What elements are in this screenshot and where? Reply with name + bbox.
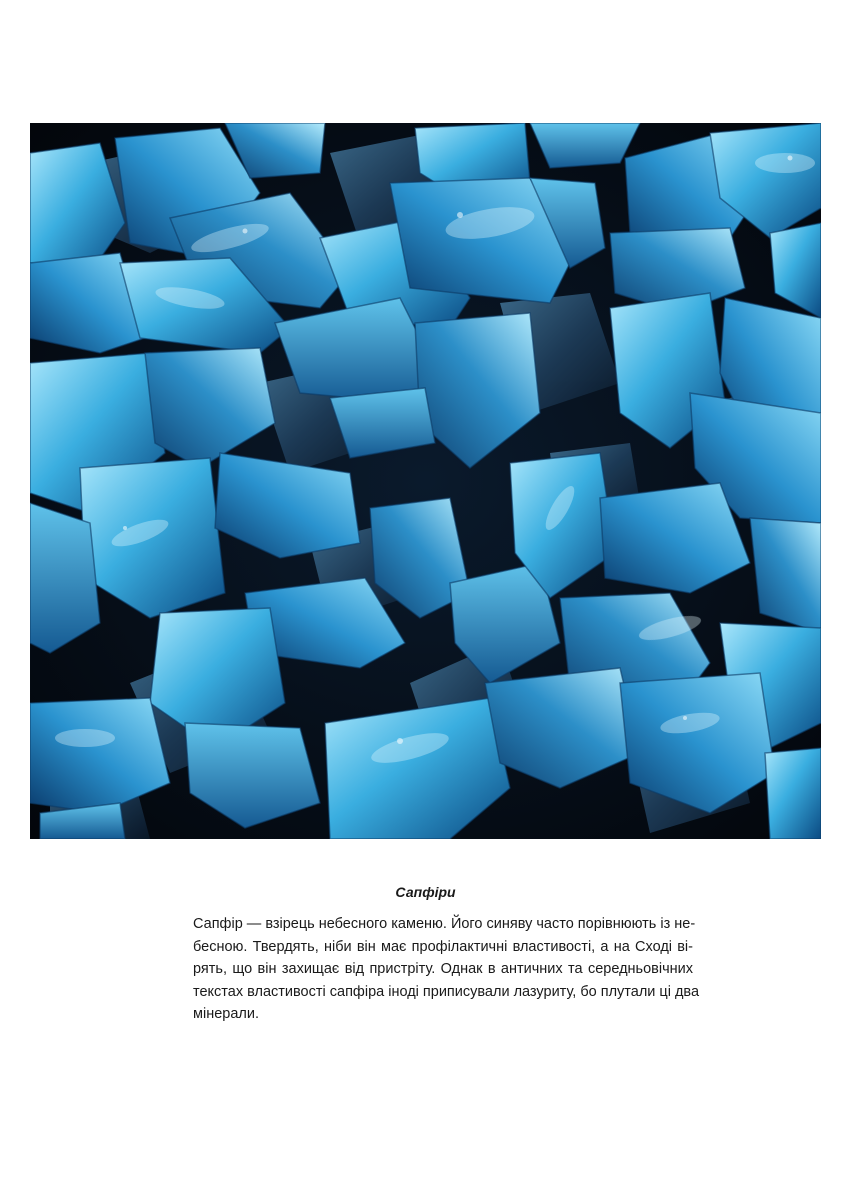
figure-caption: Сапфіри bbox=[395, 884, 456, 900]
paragraph-line: рять, що він захищає від пристріту. Однак в античних та середньовічних bbox=[193, 961, 693, 977]
body-paragraph bbox=[193, 913, 700, 1026]
sapphires-photo bbox=[30, 123, 821, 839]
paragraph-line: текстах властивості сапфіра іноді приписували лазуриту, бо плутали ці два bbox=[193, 983, 700, 1000]
paragraph-line: бесною. Твердять, ніби він має профілактичні властивості, а на Сході ві- bbox=[193, 938, 693, 955]
paragraph-line: мінерали. bbox=[193, 1006, 259, 1022]
paragraph-line: Сапфір — взірець небесного каменю. Його синяву часто порівнюють із не- bbox=[193, 916, 696, 932]
sapphires-illustration bbox=[30, 123, 821, 839]
